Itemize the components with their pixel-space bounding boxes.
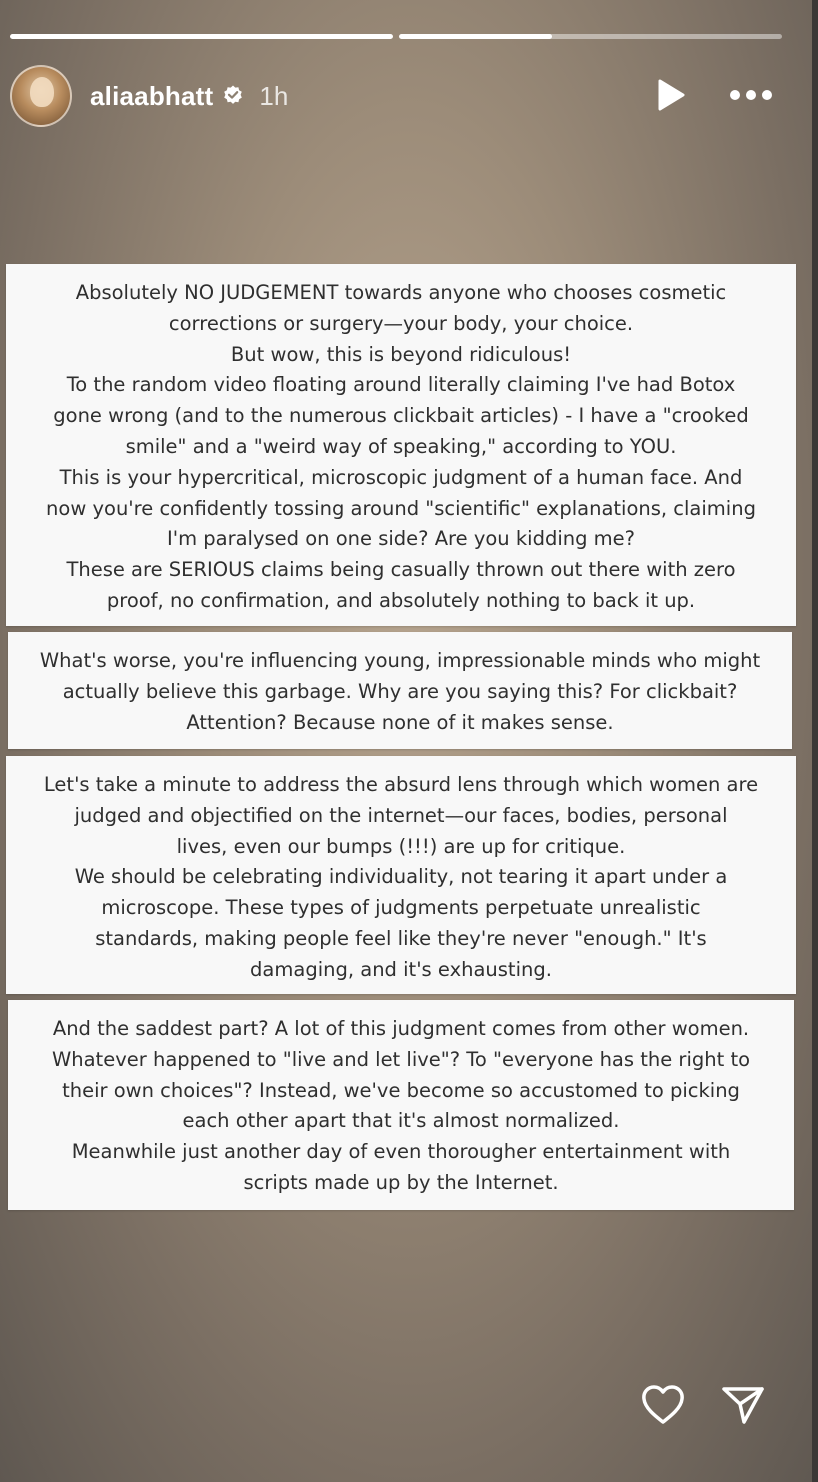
window-edge	[812, 0, 818, 1482]
username[interactable]: aliaabhatt	[90, 80, 214, 111]
story-text-box-1: Absolutely NO JUDGEMENT towards anyone who chooses cosmetic corrections or surgery—your body, your choice. But wow, this is beyond ridiculous! To the random video floating around literally claiming I've had Botox gone wrong (and to the numerous clickbait articles) - I have a "crooked smile" and a "weird way of speaking," according to YOU. This is your hypercritical, microscopic judgment of a human face. And now you're confidently tossing around "scientific" explanations, claiming I'm paralysed on one side? Are you kidding me? These are SERIOUS claims being casually thrown out there with zero proof, no confirmation, and absolutely nothing to back it up.	[6, 264, 796, 626]
story-progress-bars	[10, 34, 782, 40]
story-header	[10, 64, 790, 128]
verified-badge-icon	[221, 84, 245, 108]
more-options-icon[interactable]	[728, 86, 774, 104]
story-progress-segment-1	[10, 34, 393, 39]
play-icon[interactable]	[656, 78, 686, 112]
post-time: 1h	[259, 80, 289, 111]
avatar[interactable]	[10, 65, 72, 127]
story-progress-fill-2	[399, 34, 552, 39]
story-text-box-4: And the saddest part? A lot of this judgment comes from other women. Whatever happened to "live and let live"? To "everyone has the right to their own choices"? Instead, we've become so accustomed to picking each other apart that it's almost normalized. Meanwhile just another day of even thorougher entertainment with scripts made up by the Internet.	[8, 1000, 794, 1210]
story-progress-fill-1	[10, 34, 393, 39]
story-progress-segment-2	[399, 34, 782, 39]
story-text-box-3: Let's take a minute to address the absurd lens through which women are judged and objectified on the internet—our faces, bodies, personal lives, even our bumps (!!!) are up for critique. We should be celebrating individuality, not tearing it apart under a microscope. These types of judgments perpetuate unrealistic standards, making people feel like they're never "enough." It's damaging, and it's exhausting.	[6, 756, 796, 994]
heart-icon[interactable]	[640, 1384, 686, 1426]
story-text-box-2: What's worse, you're influencing young, impressionable minds who might actually believe this garbage. Why are you saying this? For clickbait? Attention? Because none of it makes sense.	[8, 632, 792, 749]
send-icon[interactable]	[720, 1384, 766, 1426]
